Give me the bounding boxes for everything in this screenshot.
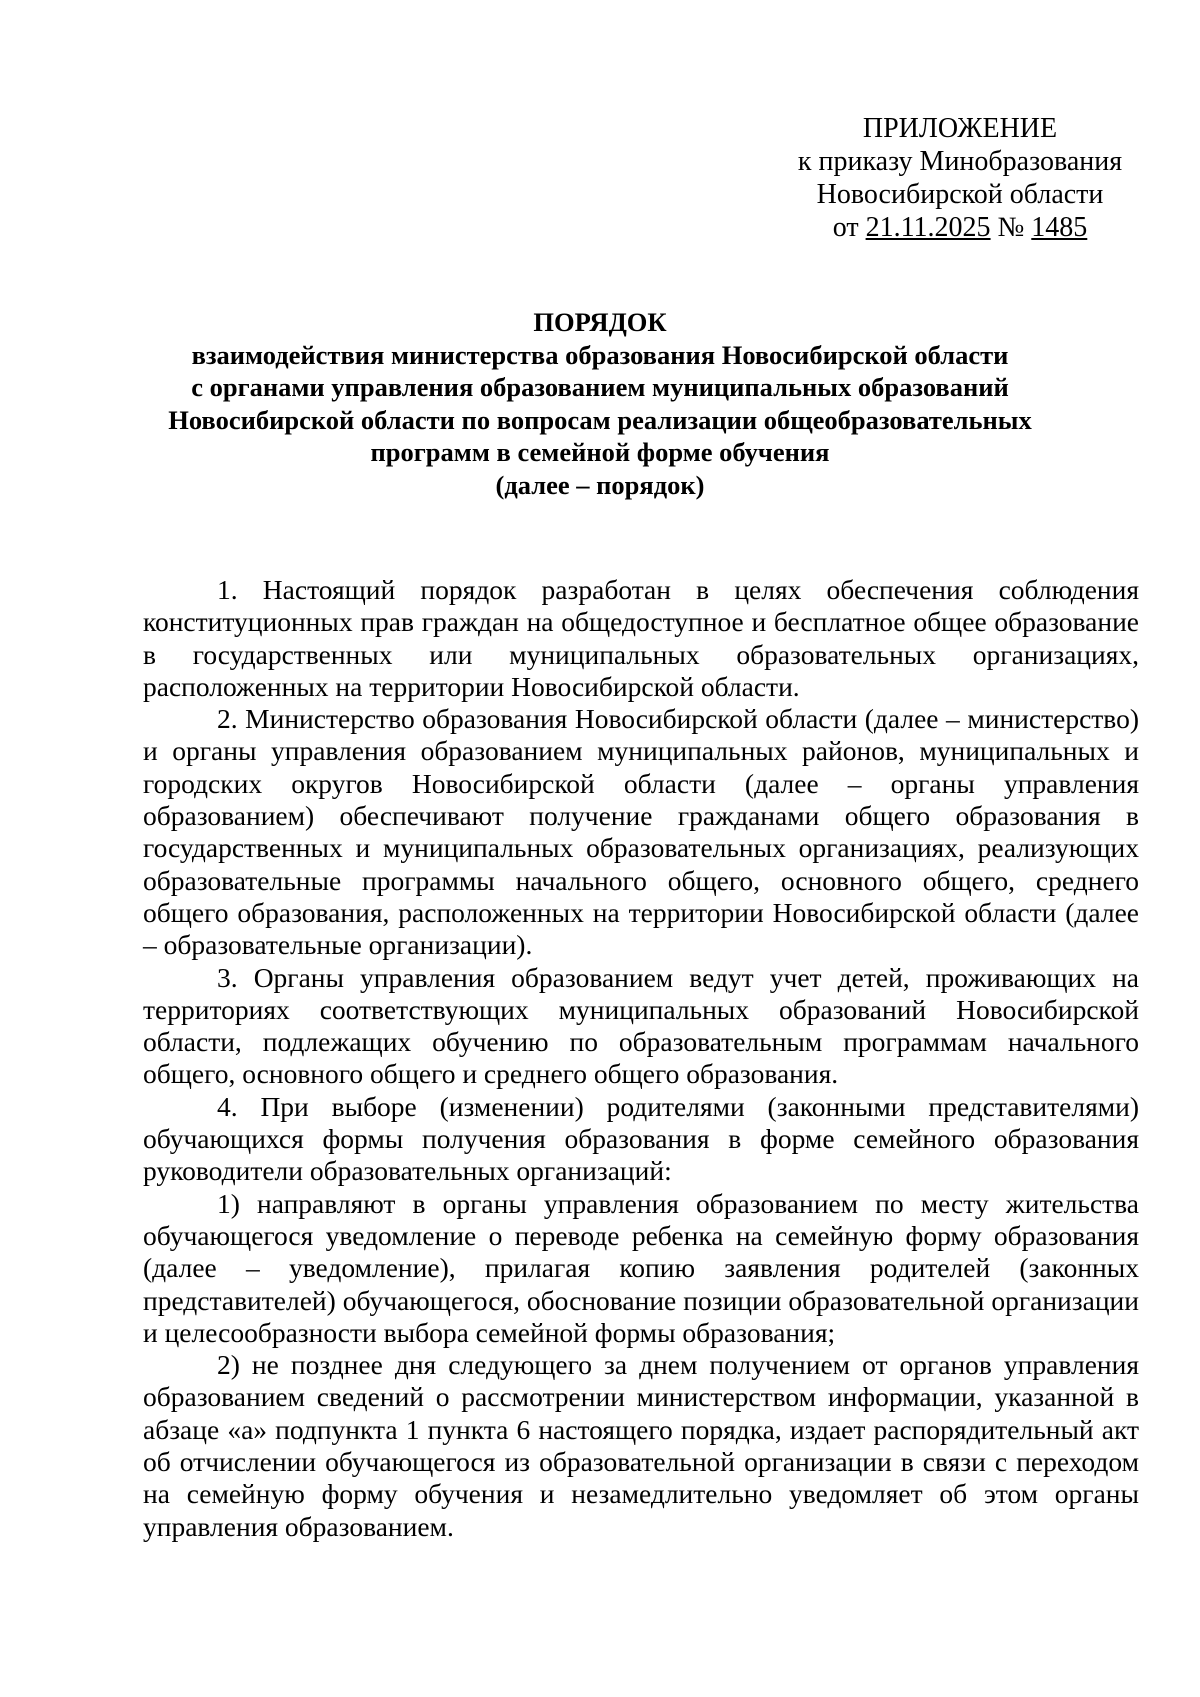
heading-line-4: программ в семейной форме обучения bbox=[370, 437, 830, 467]
subparagraph-2: 2) не позднее дня следующего за днем получением от органов управления образованием сведений о рассмотрении министерством информации, указанной в абзаце «а» подпункта 1 пункта 6 настоящего порядка, издает распорядительный акт об отчислении обучающегося из образовательной организации в связи с переходом на семейную форму обучения и незамедлительно уведомляет об этом органы управления образованием. bbox=[143, 1349, 1139, 1542]
heading-title: ПОРЯДОК bbox=[533, 307, 667, 337]
document-body bbox=[143, 574, 1139, 1543]
date-prefix: от bbox=[832, 212, 859, 243]
appendix-line-1: к приказу Минобразования bbox=[797, 146, 1123, 177]
paragraph-1: 1. Настоящий порядок разработан в целях обеспечения соблюдения конституционных прав граждан на общедоступное и бесплатное общее образование в государственных или муниципальных образовательных организациях, расположенных на территории Новосибирской области. bbox=[143, 574, 1139, 702]
subparagraph-1: 1) направляют в органы управления образованием по месту жительства обучающегося уведомление о переводе ребенка на семейную форму образования (далее – уведомление), прилагая копию заявления родителей (законных представителей) обучающегося, обоснование позиции образовательной организации и целесообразности выбора семейной формы образования; bbox=[143, 1187, 1139, 1348]
appendix-title: ПРИЛОЖЕНИЕ bbox=[862, 113, 1058, 144]
order-date: 21.11.2025 bbox=[865, 212, 991, 243]
appendix-block bbox=[760, 112, 1160, 244]
order-number: 1485 bbox=[1031, 212, 1088, 243]
paragraph-2: 2. Министерство образования Новосибирской области (далее – министерство) и органы управления образованием муниципальных районов, муниципальных и городских округов Новосибирской области (далее – органы управления образованием) обеспечивают получение гражданами общего образования в государственных и муниципальных образовательных организациях, реализующих образовательные программы начального общего, основного общего, среднего общего образования, расположенных на территории Новосибирской области (далее – образовательные организации). bbox=[143, 703, 1139, 961]
heading-line-5: (далее – порядок) bbox=[495, 469, 705, 500]
heading-line-3: Новосибирской области по вопросам реализации общеобразовательных bbox=[168, 404, 1032, 435]
document-heading bbox=[150, 306, 1050, 501]
paragraph-4: 4. При выборе (изменении) родителями (законными представителями) обучающихся формы получения образования в форме семейного образования руководители образовательных организаций: bbox=[143, 1090, 1139, 1187]
heading-line-1: взаимодействия министерства образования Новосибирской области bbox=[191, 339, 1009, 370]
appendix-line-2: Новосибирской области bbox=[816, 179, 1104, 210]
number-sign: № bbox=[997, 212, 1025, 243]
paragraph-3: 3. Органы управления образованием ведут учет детей, проживающих на территориях соответствующих муниципальных образований Новосибирской области, подлежащих обучению по образовательным программам начального общего, основного общего и среднего общего образования. bbox=[143, 961, 1139, 1090]
heading-line-2: с органами управления образованием муниципальных образований bbox=[191, 372, 1009, 402]
appendix-date-line bbox=[760, 211, 1160, 244]
